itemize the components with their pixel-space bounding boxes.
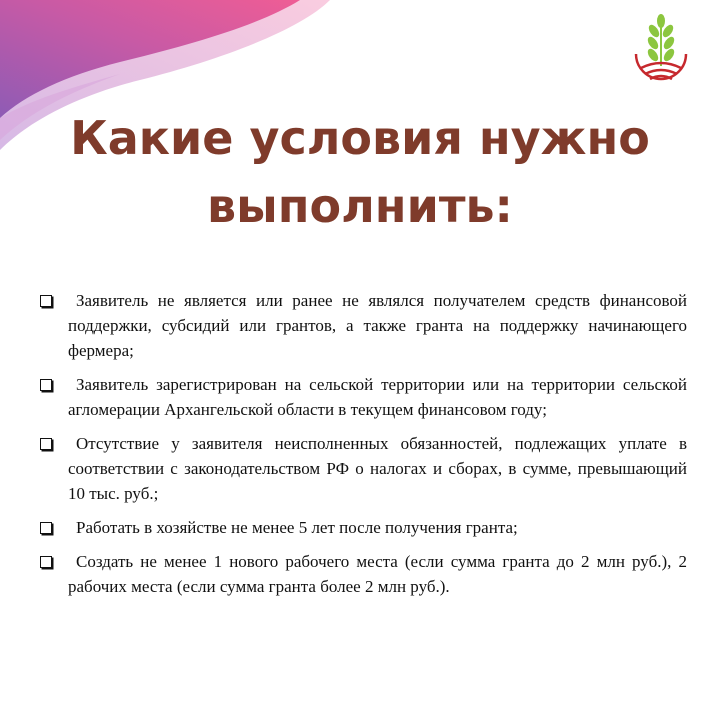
condition-text: Создать не менее 1 нового рабочего места (если сумма гранта до 2 млн руб.), 2 рабочих места (если сумма гранта более 2 млн руб.). (68, 552, 687, 596)
list-item (40, 288, 687, 363)
checkbox-bullet-icon (40, 556, 52, 568)
conditions-list (40, 288, 687, 608)
condition-text: Заявитель зарегистрирован на сельской территории или на территории сельской агломерации Архангельской области в текущем финансовом году; (68, 375, 687, 419)
list-item (40, 431, 687, 506)
wheat-ear-logo-icon (632, 12, 690, 86)
page-title-line-2: выполнить: (207, 179, 513, 233)
checkbox-bullet-icon (40, 522, 52, 534)
list-item (40, 372, 687, 422)
page-title-line-1: Какие условия нужно (70, 111, 650, 165)
list-item (40, 515, 687, 540)
condition-text: Отсутствие у заявителя неисполненных обязанностей, подлежащих уплате в соответствии с законодательством РФ о налогах и сборах, в сумме, превышающий 10 тыс. руб.; (68, 434, 687, 503)
condition-text: Работать в хозяйстве не менее 5 лет после получения гранта; (76, 518, 518, 537)
condition-text: Заявитель не является или ранее не являлся получателем средств финансовой поддержки, субсидий или грантов, а также гранта на поддержку начинающего фермера; (68, 291, 687, 360)
page-title (0, 104, 720, 240)
checkbox-bullet-icon (40, 295, 52, 307)
list-item (40, 549, 687, 599)
checkbox-bullet-icon (40, 438, 52, 450)
checkbox-bullet-icon (40, 379, 52, 391)
